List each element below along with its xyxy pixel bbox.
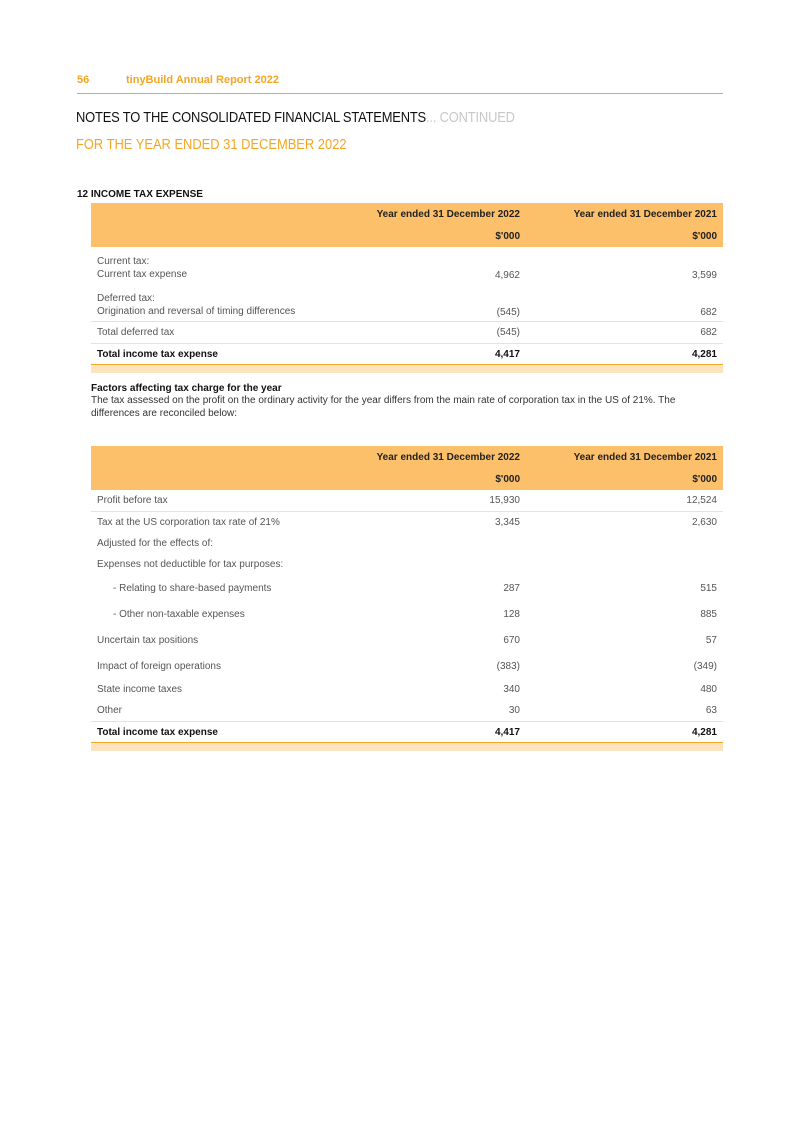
value-2022: (383) bbox=[496, 660, 520, 672]
value-2021: 682 bbox=[526, 284, 723, 322]
table-row bbox=[91, 700, 723, 722]
report-title: tinyBuild Annual Report 2022 bbox=[126, 74, 280, 86]
total-2022: 4,417 bbox=[329, 722, 526, 743]
value-2021: 63 bbox=[526, 700, 723, 722]
page-subtitle: FOR THE YEAR ENDED 31 DECEMBER 2022 bbox=[76, 136, 347, 153]
table-units-row bbox=[91, 468, 723, 490]
value-2021: 885 bbox=[700, 608, 717, 620]
table-row bbox=[91, 322, 723, 344]
row-label: Tax at the US corporation tax rate of 21% bbox=[97, 517, 280, 528]
row-label: Total deferred tax bbox=[91, 322, 329, 344]
value-2022 bbox=[329, 533, 526, 554]
total-2021: 4,281 bbox=[526, 344, 723, 365]
table-row bbox=[91, 490, 723, 512]
value-2021: (349) bbox=[693, 660, 717, 672]
table-row bbox=[91, 284, 723, 322]
table-header-row bbox=[91, 446, 723, 468]
row-label: Origination and reversal of timing differences bbox=[97, 306, 296, 317]
table-row bbox=[91, 554, 723, 575]
table-row bbox=[91, 679, 723, 700]
row-group-label: Deferred tax: bbox=[97, 293, 155, 304]
unit-2022: $'000 bbox=[329, 468, 526, 490]
factors-block bbox=[91, 383, 721, 420]
value-2022: (545) bbox=[329, 284, 526, 322]
table-row bbox=[91, 601, 723, 627]
col-header-2021: Year ended 31 December 2021 bbox=[526, 446, 723, 468]
table-row bbox=[91, 575, 723, 601]
value-2021: 515 bbox=[700, 582, 717, 594]
income-tax-table bbox=[91, 203, 723, 373]
value-2021 bbox=[526, 554, 723, 575]
value-2021: 2,630 bbox=[691, 517, 717, 528]
total-label: Total income tax expense bbox=[91, 722, 329, 743]
unit-2022: $'000 bbox=[329, 225, 526, 247]
unit-2021: $'000 bbox=[526, 225, 723, 247]
row-label: - Other non-taxable expenses bbox=[113, 608, 245, 620]
factors-body: The tax assessed on the profit on the ordinary activity for the year differs from the main rate of corporation tax in the US of 21%. The differences are reconciled below: bbox=[91, 395, 676, 419]
row-label: Expenses not deductible for tax purposes: bbox=[97, 559, 284, 570]
reconciliation-table bbox=[91, 446, 723, 751]
value-2021 bbox=[526, 533, 723, 554]
row-label: State income taxes bbox=[97, 684, 183, 695]
value-2021: 12,524 bbox=[526, 490, 723, 512]
page-header bbox=[77, 74, 723, 94]
factors-heading: Factors affecting tax charge for the year bbox=[91, 383, 282, 394]
value-2021: 682 bbox=[526, 322, 723, 344]
section-heading: 12 INCOME TAX EXPENSE bbox=[77, 189, 203, 200]
col-header-2022: Year ended 31 December 2022 bbox=[329, 203, 526, 225]
row-label: Other bbox=[91, 700, 329, 722]
unit-2021: $'000 bbox=[526, 468, 723, 490]
total-2021: 4,281 bbox=[526, 722, 723, 743]
value-2022: 287 bbox=[503, 582, 520, 594]
col-header-2021: Year ended 31 December 2021 bbox=[526, 203, 723, 225]
total-row bbox=[91, 344, 723, 365]
row-label: Adjusted for the effects of: bbox=[97, 538, 213, 549]
value-2022 bbox=[329, 554, 526, 575]
row-label: Current tax expense bbox=[97, 269, 188, 280]
value-2022: 128 bbox=[503, 608, 520, 620]
row-label: Uncertain tax positions bbox=[97, 634, 199, 646]
page-number: 56 bbox=[77, 74, 90, 86]
row-label: Profit before tax bbox=[91, 490, 329, 512]
value-2022: 30 bbox=[329, 700, 526, 722]
value-2022: 340 bbox=[503, 684, 520, 695]
value-2021: 57 bbox=[705, 634, 717, 646]
table-header-row bbox=[91, 203, 723, 225]
page-title-continued: ... CONTINUED bbox=[426, 109, 515, 126]
total-row bbox=[91, 722, 723, 743]
value-2021: 3,599 bbox=[691, 270, 717, 281]
row-group-label: Current tax: bbox=[97, 256, 150, 267]
col-header-2022: Year ended 31 December 2022 bbox=[329, 446, 526, 468]
row-label: - Relating to share-based payments bbox=[113, 582, 272, 594]
page-title bbox=[76, 109, 515, 126]
table-row bbox=[91, 533, 723, 554]
page-title-main: NOTES TO THE CONSOLIDATED FINANCIAL STATEMENTS bbox=[76, 109, 427, 126]
table-row bbox=[91, 247, 723, 284]
value-2022: 670 bbox=[503, 634, 520, 646]
table-footer-band bbox=[91, 365, 723, 374]
value-2022: 3,345 bbox=[494, 517, 520, 528]
value-2022: 15,930 bbox=[329, 490, 526, 512]
table-footer-band bbox=[91, 743, 723, 752]
value-2022: (545) bbox=[329, 322, 526, 344]
table-units-row bbox=[91, 225, 723, 247]
value-2022: 4,962 bbox=[494, 270, 520, 281]
row-label: Impact of foreign operations bbox=[97, 660, 221, 672]
table-row bbox=[91, 627, 723, 653]
total-2022: 4,417 bbox=[329, 344, 526, 365]
table-row bbox=[91, 512, 723, 534]
total-label: Total income tax expense bbox=[91, 344, 329, 365]
table-row bbox=[91, 653, 723, 679]
value-2021: 480 bbox=[700, 684, 717, 695]
